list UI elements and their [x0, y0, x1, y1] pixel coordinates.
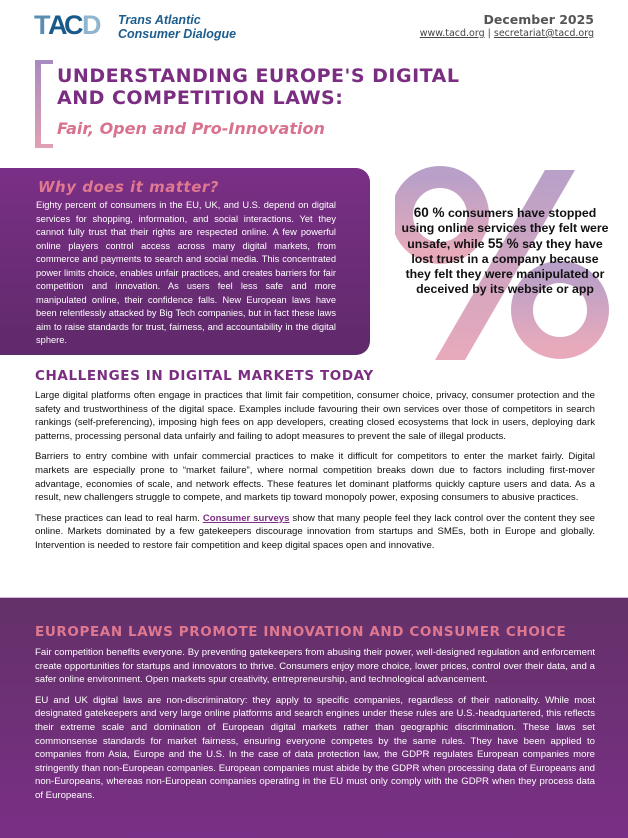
- why-heading: Why does it matter?: [38, 178, 219, 196]
- org-name-line1: Trans Atlantic: [118, 13, 201, 27]
- european-laws-paragraph-1: Fair competition benefits everyone. By preventing gatekeepers from abusing their power, well-designed regulation and enforcement create opportunities for startups and innovators to thrive. Consumers enjoy more choice, lower prices, control over their data, and a safer online environment. Open markets spur creativity, entrepreneurship, and technological advancement.: [35, 647, 595, 686]
- stat-text-2: say they have lost trust in a company because they felt they were manipulated or deceived by its website or app: [405, 237, 605, 296]
- stat-callout: [398, 205, 612, 297]
- page-header: [0, 0, 628, 50]
- email-link[interactable]: secretariat@tacd.org: [493, 28, 594, 39]
- contact-links: [420, 28, 594, 40]
- logo-mark: T A C D: [34, 10, 99, 40]
- consumer-surveys-link[interactable]: Consumer surveys: [202, 512, 290, 524]
- challenges-paragraph-3: [35, 512, 595, 553]
- title-bracket: [35, 60, 53, 146]
- european-laws-heading: EUROPEAN LAWS PROMOTE INNOVATION AND CONSUMER CHOICE: [35, 624, 567, 640]
- bracket-bottom: [35, 144, 53, 148]
- title-line2: AND COMPETITION LAWS:: [57, 87, 344, 109]
- european-laws-paragraph-2: EU and UK digital laws are non-discriminatory: they apply to specific companies, regardless of their nationality. While most designated gatekeepers and very large online platforms and search engines under these rules are U.S.-headquartered, this reflects their extreme scale and domination of European digital markets rather than geographic discrimination. These laws set commonsense standards for market fairness, ensuring everyone competes by the same rules. They have been applied to companies from Asia, Europe and the U.S. In the case of data protection law, the GDPR regulates European companies more stringently than non-European companies. European companies must abide by the GDPR when processing data of Europeans and non-Europeans, whereas non-European companies operating in the EU must only comply with the GDPR when they process data of Europeans.: [35, 694, 595, 801]
- why-body: Eighty percent of consumers in the EU, UK, and U.S. depend on digital services for shopping, information, and social interactions. Yet they cannot fully trust that their rights are respected online. A few powerful online players control access across many digital markets, from commerce and payments to search and social media. This concentrated power limits choice, enables unfair practices, and creates barriers for fair competition and innovation. As users feel less safe and more manipulated online, their confidence falls. New European laws have been relentlessly attacked by Big Tech companies, but in fact these laws aim to raise standards for trust, fairness, and accountability in the digital sphere.: [36, 200, 336, 345]
- challenges-paragraph-2: Barriers to entry combine with unfair commercial practices to make it difficult for competitors to enter the market fairly. Digital markets are especially prone to “market failure”, where normal competition breaks down due to factors including first-mover advantage, economies of scale, and network effects. These features let dominant platforms quickly capture users and data. As a result, new challengers struggle to compete, and markets tip toward monopoly power, exposing consumers to abusive practices.: [35, 451, 595, 504]
- page-title: [57, 65, 459, 109]
- title-line1: UNDERSTANDING EUROPE'S DIGITAL: [57, 65, 460, 87]
- challenges-heading: CHALLENGES IN DIGITAL MARKETS TODAY: [35, 368, 374, 384]
- publication-date: December 2025: [483, 12, 594, 27]
- challenges-section: [35, 368, 595, 560]
- challenges-paragraph-1: Large digital platforms often engage in practices that limit fair competition, consumer choice, privacy, consumer protection and the safety and trustworthiness of the digital space. Examples include favouring their own services over those of competitors in search rankings (self-preferencing), imposing high fees on app developers, creating closed ecosystems that lock in users, deploying dark patterns, processing personal data unfairly and failing to adopt measures to prevent the sale of illegal products.: [35, 390, 595, 442]
- org-name: [118, 13, 236, 41]
- org-name-line2: Consumer Dialogue: [118, 27, 237, 41]
- website-link[interactable]: www.tacd.org: [419, 28, 485, 39]
- title-block: [35, 60, 595, 148]
- european-laws-section: [35, 624, 595, 810]
- bracket-top: [35, 60, 53, 64]
- tacd-logo: [34, 10, 104, 40]
- stat-value-2: 55 %: [487, 236, 519, 251]
- p3-before: These practices can lead to real harm.: [35, 512, 203, 524]
- link-separator: |: [487, 28, 491, 39]
- header-meta: [420, 12, 594, 40]
- page-subtitle: Fair, Open and Pro-Innovation: [57, 119, 325, 138]
- stat-value-1: 60 %: [413, 205, 445, 220]
- p3-after: show that many people feel they lack control over the content they see online. Markets dominated by a few gatekeepers discourage innovation from startups and SMEs, both in Europe and globally. Intervention is needed to restore fair competition and keep digital spaces open and innovative.: [35, 512, 595, 551]
- stat-text-1: consumers have stopped using online services they felt were unsafe, while: [401, 206, 609, 251]
